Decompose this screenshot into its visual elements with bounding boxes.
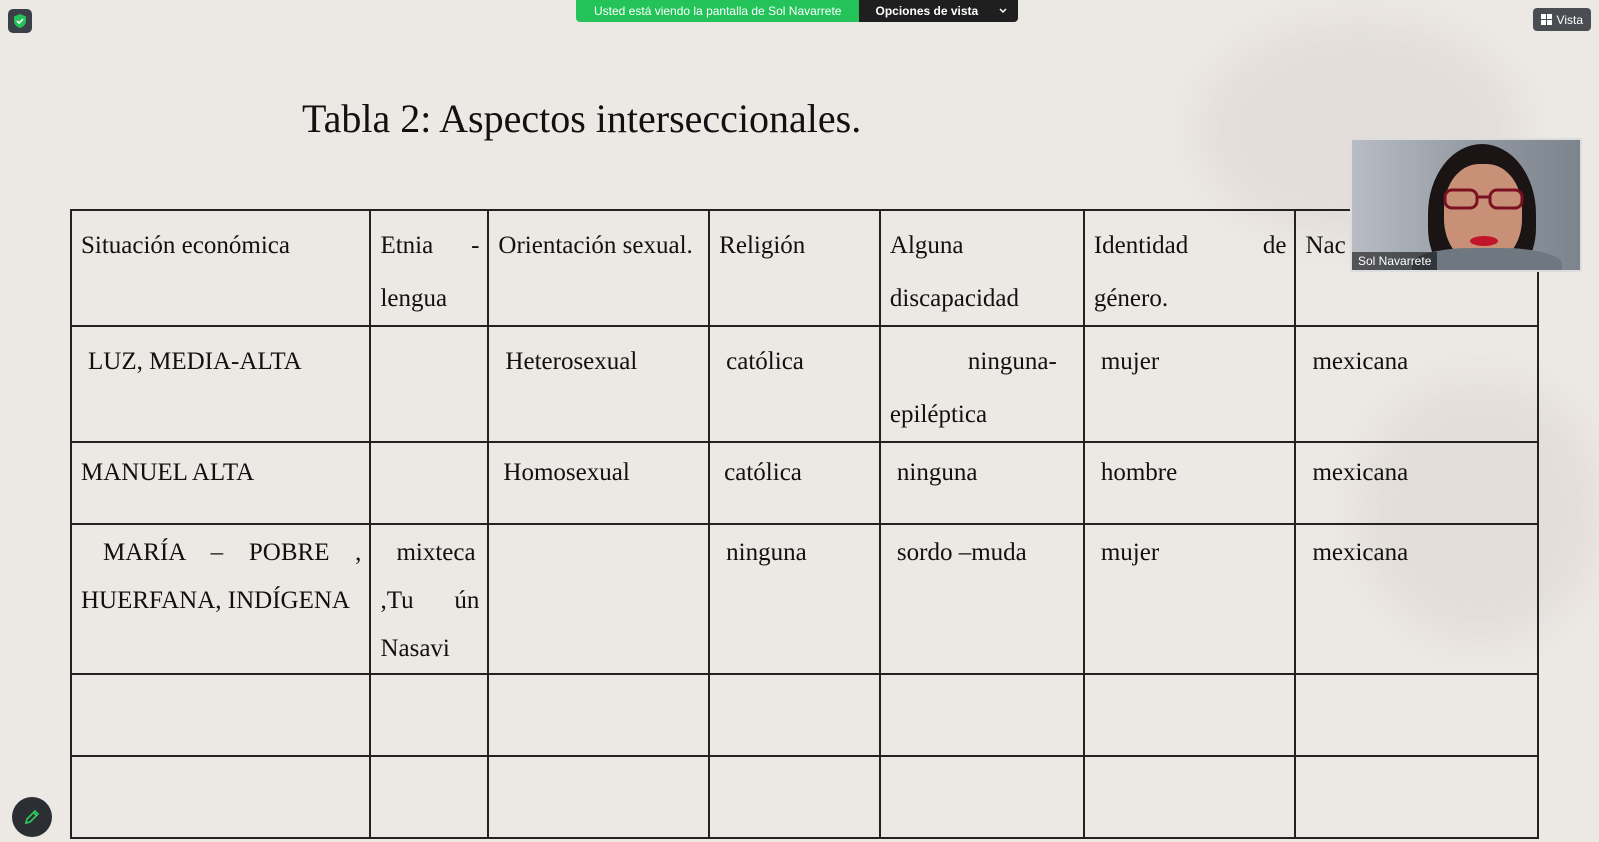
table-cell [488, 674, 709, 756]
header-cell: Orientación sexual. [488, 210, 709, 326]
header-cell: Etnia - lengua [370, 210, 488, 326]
table-cell: mexicana [1295, 326, 1538, 442]
table-header-row [71, 210, 1538, 326]
table-cell [488, 756, 709, 838]
table-cell [488, 524, 709, 674]
table-cell [1295, 674, 1538, 756]
table-row [71, 674, 1538, 756]
table-cell [370, 326, 488, 442]
view-button-label: Vista [1556, 12, 1583, 27]
view-button[interactable] [1533, 8, 1591, 31]
table-cell: mujer [1084, 524, 1296, 674]
table-cell [370, 442, 488, 524]
participant-name: Sol Navarrete [1352, 252, 1437, 270]
annotate-button[interactable] [12, 797, 52, 837]
header-cell: Religión [709, 210, 880, 326]
header-cell: Nac [1295, 210, 1538, 326]
table-cell: mujer [1084, 326, 1296, 442]
glasses-icon [1442, 188, 1526, 210]
table-cell [709, 674, 880, 756]
table-cell [709, 756, 880, 838]
table-cell [71, 674, 370, 756]
table-cell: Homosexual [488, 442, 709, 524]
table-cell: hombre [1084, 442, 1296, 524]
slide-title: Tabla 2: Aspectos interseccionales. [302, 96, 862, 141]
table-cell [880, 674, 1084, 756]
table-cell: mixteca ,Tu ún Nasavi [370, 524, 488, 674]
view-options-button[interactable] [859, 0, 1018, 22]
table-cell [71, 756, 370, 838]
table-cell: Heterosexual [488, 326, 709, 442]
table-cell: ninguna-epiléptica [880, 326, 1084, 442]
table-cell: MARÍA – POBRE , HUERFANA, INDÍGENA [71, 524, 370, 674]
table-row [71, 756, 1538, 838]
table-cell: MANUEL ALTA [71, 442, 370, 524]
pencil-icon [23, 808, 41, 826]
table-cell: mexicana [1295, 442, 1538, 524]
table-cell [1295, 756, 1538, 838]
table-cell: LUZ, MEDIA-ALTA [71, 326, 370, 442]
table-cell [370, 756, 488, 838]
table-cell: católica [709, 442, 880, 524]
table-cell [1084, 756, 1296, 838]
table-row [71, 326, 1538, 442]
participant-video[interactable] [1350, 138, 1582, 272]
table-cell: ninguna [880, 442, 1084, 524]
shield-check-icon [12, 13, 28, 29]
grid-icon [1541, 14, 1552, 25]
header-cell: Situación económica [71, 210, 370, 326]
table-cell [1084, 674, 1296, 756]
table-cell: mexicana [1295, 524, 1538, 674]
header-cell: Alguna discapacidad [880, 210, 1084, 326]
banner-message: Usted está viendo la pantalla de Sol Navarrete [576, 0, 859, 22]
table-cell [370, 674, 488, 756]
table-row [71, 442, 1538, 524]
view-options-label: Opciones de vista [875, 4, 979, 18]
security-shield-icon[interactable] [8, 9, 32, 33]
table-cell: ninguna [709, 524, 880, 674]
table-cell [880, 756, 1084, 838]
screen-share-banner [576, 0, 1018, 22]
header-cell: Identidad de género. [1084, 210, 1296, 326]
chevron-down-icon [998, 4, 1008, 18]
table-cell: sordo –muda [880, 524, 1084, 674]
table-cell: católica [709, 326, 880, 442]
intersectional-table [70, 209, 1539, 839]
participant-lips [1470, 236, 1498, 246]
table-row [71, 524, 1538, 674]
